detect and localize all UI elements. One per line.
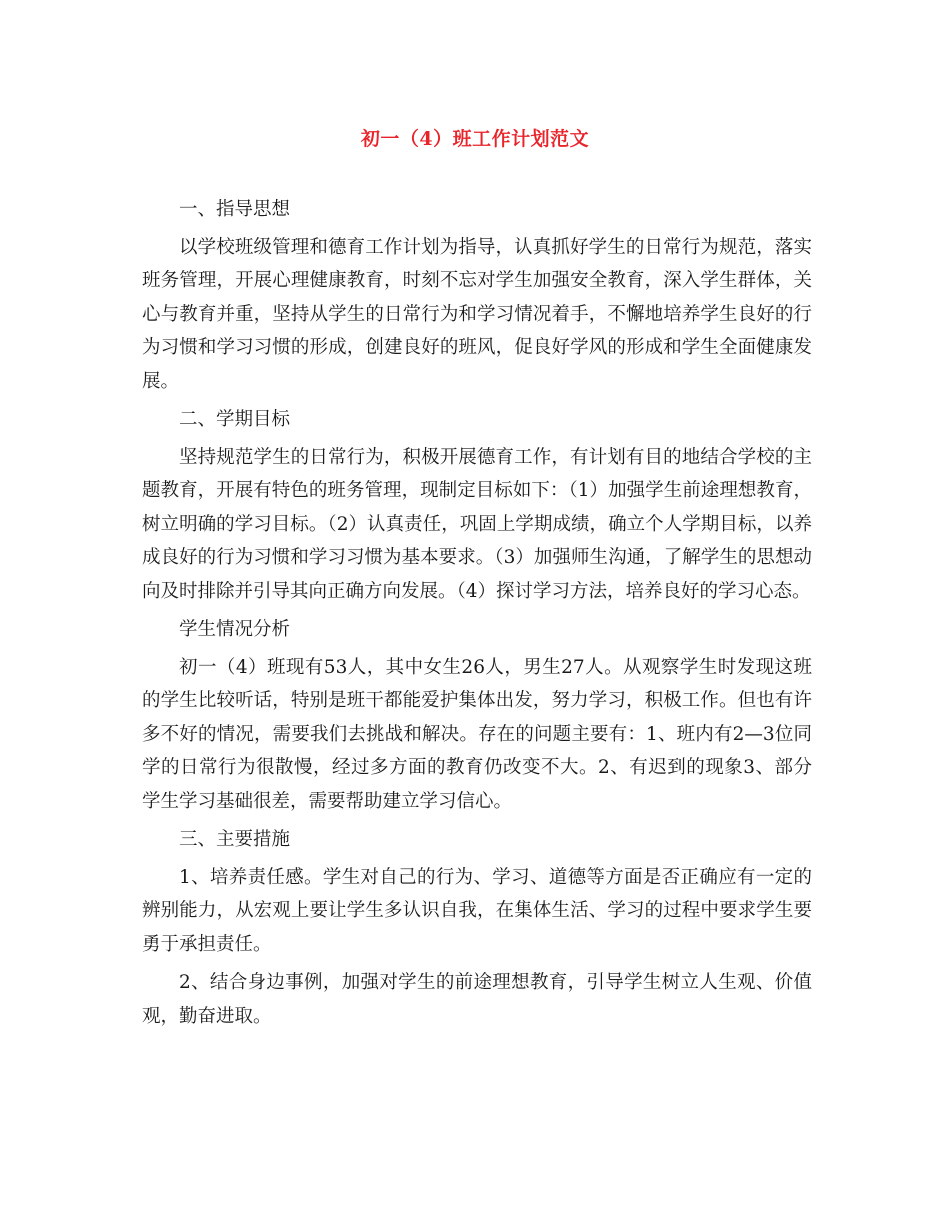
- section-heading-guiding-ideology: 一、指导思想: [179, 199, 291, 220]
- paragraph-semester-goals: 坚持规范学生的日常行为，积极开展德育工作，有计划有目的地结合学校的主题教育，开展有特色的班务管理，现制定目标如下：（1）加强学生前途理想教育，树立明确的学习目标。（2）认真责任，巩固上学期成绩，确立个人学期目标，以养成良好的行为习惯和学习习惯为基本要求。（3）加强师生沟通，了解学生的思想动向及时排除并引导其向正确方向发展。（4）探讨学习方法，培养良好的学习心态。: [142, 446, 812, 602]
- section-heading-semester-goals: 二、学期目标: [179, 409, 291, 430]
- paragraph-guiding-ideology: 以学校班级管理和德育工作计划为指导，认真抓好学生的日常行为规范，落实班务管理，开展心理健康教育，时刻不忘对学生加强安全教育，深入学生群体，关心与教育并重，坚持从学生的日常行为和学习情况着手，不懈地培养学生良好的行为习惯和学习习惯的形成，创建良好的班风，促良好学风的形成和学生全面健康发展。: [142, 236, 812, 392]
- section-heading-student-analysis: 学生情况分析: [179, 619, 291, 640]
- paragraph-measure-1: 1、培养责任感。学生对自己的行为、学习、道德等方面是否正确应有一定的辨别能力，从宏观上要让学生多认识自我，在集体生活、学习的过程中要求学生要勇于承担责任。: [142, 866, 812, 955]
- paragraph-student-analysis: 初一（4）班现有53人，其中女生26人，男生27人。从观察学生时发现这班的学生比较听话，特别是班干都能爱护集体出发，努力学习，积极工作。但也有许多不好的情况，需要我们去挑战和解决。存在的问题主要有：1、班内有2—3位同学的日常行为很散慢，经过多方面的教育仍改变不大。2、有迟到的现象3、部分学生学习基础很差，需要帮助建立学习信心。: [142, 656, 812, 812]
- section-heading-main-measures: 三、主要措施: [179, 829, 291, 850]
- document-title: 初一（4）班工作计划范文: [360, 128, 590, 150]
- paragraph-measure-2: 2、结合身边事例，加强对学生的前途理想教育，引导学生树立人生观、价值观，勤奋进取。: [142, 972, 812, 1027]
- document-body: [142, 193, 812, 1038]
